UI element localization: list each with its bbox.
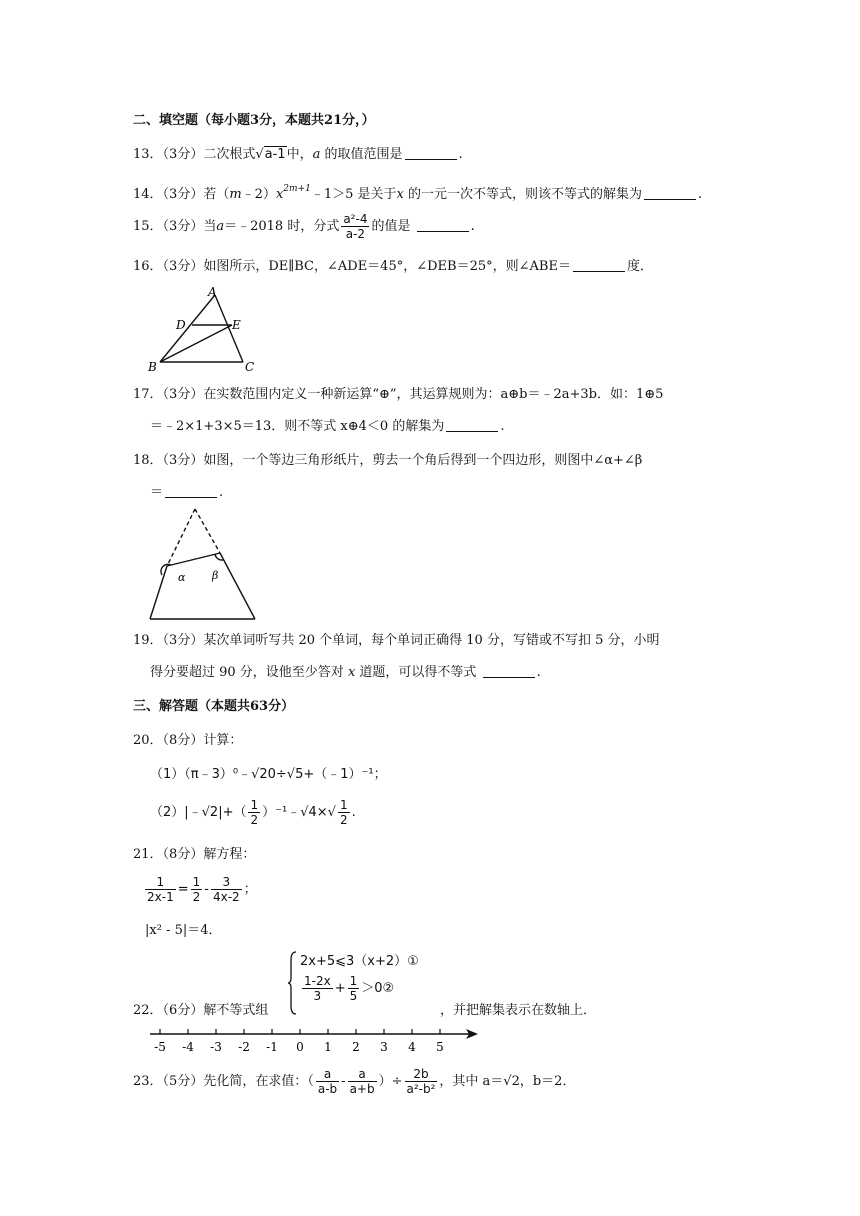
triangle-figure-16 [140, 285, 270, 375]
question-number: 19． [133, 633, 163, 648]
question-text: |x² - 5|＝4． [145, 923, 222, 938]
section-title: 二、填空题（每小题3分，本题共21分，） [133, 113, 375, 128]
answer-blank[interactable] [165, 485, 217, 498]
operator: = [177, 882, 189, 897]
question-text: ＝ [150, 485, 164, 500]
inequality-2 [300, 974, 394, 1003]
variable: m [229, 187, 242, 202]
question-17-line2 [150, 418, 504, 436]
variable: x [396, 187, 404, 202]
numerator: 1 [339, 798, 348, 812]
denominator: a-2 [345, 227, 366, 241]
question-text: 解不等式组 [203, 1003, 269, 1018]
question-score: （6分） [162, 1003, 204, 1018]
denominator: 2 [192, 890, 201, 904]
answer-blank[interactable] [417, 219, 469, 232]
denominator: 5 [349, 989, 358, 1003]
fraction [248, 798, 260, 827]
question-text: 如图，一个等边三角形纸片，剪去一个角后得到一个四边形，则图中∠α+∠β [203, 453, 643, 468]
axis-tick-label: -4 [182, 1040, 194, 1054]
question-text: . [219, 485, 224, 500]
question-score: （3分） [162, 187, 204, 202]
cut-triangle-figure-18 [140, 505, 270, 625]
numerator: a [348, 1067, 377, 1082]
question-number: 18． [133, 453, 163, 468]
question-text: 的一元一次不等式，则该不等式的解集为 [403, 187, 642, 202]
question-13 [133, 146, 463, 164]
axis-tick-label: -1 [266, 1040, 278, 1054]
question-score: （8分） [162, 847, 204, 862]
operator: - [341, 1074, 346, 1089]
number-line [140, 1024, 500, 1058]
question-text: 解方程： [203, 847, 256, 862]
fraction [348, 974, 360, 1003]
question-score: （3分） [162, 147, 204, 162]
question-text: ； [243, 882, 257, 897]
question-text: ）⁻¹﹣√4× [262, 805, 328, 820]
question-23 [133, 1064, 575, 1100]
question-21-part2 [145, 922, 222, 940]
fraction [338, 798, 350, 827]
question-15 [133, 212, 475, 242]
question-text: ，其中 a＝√2，b＝2． [439, 1074, 576, 1089]
question-text: ＝﹣2018 时，分式 [224, 219, 340, 234]
question-number: 13． [133, 147, 163, 162]
variable: a [216, 219, 225, 234]
denominator: 2 [339, 813, 348, 827]
label-d: D [176, 318, 186, 332]
variable: x [347, 665, 356, 680]
question-22-post [440, 1002, 596, 1020]
question-text: . [536, 665, 541, 680]
question-18-line2 [150, 484, 223, 502]
numerator: a [316, 1067, 339, 1082]
denominator: 3 [313, 989, 322, 1003]
question-text: 某次单词听写共 20 个单词，每个单词正确得 10 分，写错或不写扣 5 分，小明 [203, 633, 660, 648]
answer-blank[interactable] [483, 665, 535, 678]
axis-tick-label: 4 [408, 1040, 416, 1054]
edge-ab [160, 295, 215, 362]
question-text: ﹣1＞5 是关于 [310, 187, 397, 202]
fraction [191, 875, 203, 904]
question-text: . [500, 419, 505, 434]
numerator: 1 [145, 875, 176, 890]
question-text: . [698, 187, 703, 202]
question-text: ，并把解集表示在数轴上． [440, 1003, 597, 1018]
question-score: （3分） [162, 387, 204, 402]
radicand: a-1 [264, 147, 286, 162]
question-18 [133, 452, 642, 470]
label-b: B [148, 360, 157, 374]
question-number: 23． [133, 1074, 163, 1089]
question-19-line2 [150, 664, 541, 682]
question-22 [133, 1002, 268, 1020]
section-title: 三、解答题（本题共63分） [133, 699, 295, 714]
question-19 [133, 632, 659, 650]
question-text: 若（ [203, 187, 230, 202]
edge-right [220, 553, 255, 619]
question-score: （8分） [162, 733, 204, 748]
denominator: 2x-1 [147, 890, 174, 904]
numerator: 1 [349, 974, 358, 988]
numerator: 1 [192, 875, 201, 889]
question-score: （3分） [162, 633, 204, 648]
answer-blank[interactable] [446, 419, 498, 432]
question-number: 16． [133, 259, 163, 274]
operator: + [334, 981, 346, 996]
question-score: （3分） [162, 259, 204, 274]
denominator: a+b [349, 1082, 375, 1096]
numerator: 3 [211, 875, 242, 890]
answer-blank[interactable] [405, 147, 457, 160]
question-20-part1 [150, 766, 387, 784]
answer-blank[interactable] [573, 259, 625, 272]
label-e: E [232, 318, 241, 332]
axis-tick-label: 2 [352, 1040, 360, 1054]
question-text: 道题，可以得不等式 [355, 665, 481, 680]
question-score: （5分） [162, 1074, 204, 1089]
question-text: 二次根式 [203, 147, 256, 162]
question-text: ＝﹣2×1+3×5＝13．则不等式 x⊕4＜0 的解集为 [150, 419, 445, 434]
question-20 [133, 732, 242, 750]
question-text: 计算： [203, 733, 243, 748]
question-16 [133, 258, 653, 276]
axis-tick-label: -5 [154, 1040, 166, 1054]
question-20-part2 [150, 796, 356, 830]
question-text: 如图所示，DE∥BC，∠ADE＝45°，∠DEB＝25°，则∠ABE＝ [203, 259, 571, 274]
axis-tick-label: -2 [238, 1040, 250, 1054]
question-21 [133, 846, 255, 864]
question-text: 中， [286, 147, 313, 162]
question-text: 在实数范围内定义一种新运算“⊕”，其运算规则为：a⊕b＝﹣2a+3b．如：1⊕5 [203, 387, 664, 402]
question-21-equation [143, 872, 257, 908]
brace-icon [288, 950, 298, 1016]
question-text: . [470, 219, 475, 234]
question-number: 22． [133, 1003, 163, 1018]
label-c: C [245, 360, 255, 374]
dashed-edge-left [167, 509, 195, 566]
question-number: 21． [133, 847, 163, 862]
dashed-edge-right [195, 509, 220, 553]
question-text: ）÷ [378, 1074, 403, 1089]
question-text: 先化简，在求值：（ [203, 1074, 314, 1089]
fraction [341, 212, 369, 241]
section-heading [133, 112, 375, 130]
fraction [348, 1067, 377, 1096]
beta-label: β [212, 569, 219, 582]
denominator: a²-b² [406, 1082, 436, 1096]
axis-tick-label: 1 [324, 1040, 332, 1054]
answer-blank[interactable] [644, 187, 696, 200]
question-text: （1）（π﹣3）⁰﹣√20÷√5+（﹣1）⁻¹； [150, 767, 387, 782]
segment-be [160, 325, 232, 362]
edge-left [150, 566, 167, 619]
question-14 [133, 180, 702, 204]
question-score: （3分） [162, 219, 204, 234]
cut-line [167, 553, 220, 566]
axis-tick-label: 3 [380, 1040, 388, 1054]
axis-tick-label: 5 [436, 1040, 444, 1054]
section-heading [133, 698, 294, 716]
radical: √a-1 [255, 147, 286, 162]
radical: √ [327, 805, 336, 820]
numerator: a²-4 [343, 212, 368, 226]
fraction [316, 1067, 339, 1096]
question-text: 的值是 [371, 219, 415, 234]
numerator: 2b [405, 1067, 438, 1082]
question-text: 度． [626, 259, 653, 274]
operator: - [204, 882, 209, 897]
axis-tick-label: 0 [296, 1040, 304, 1054]
question-text: ﹣2） [241, 187, 276, 202]
question-text: （2）|﹣√2|+（ [150, 805, 247, 820]
denominator: 4x-2 [212, 890, 240, 904]
question-text: . [351, 805, 356, 820]
variable: x [275, 187, 284, 202]
label-a: A [208, 285, 217, 299]
exponent: 2m+1 [283, 184, 311, 194]
question-text: . [458, 147, 463, 162]
inequality-system [288, 950, 438, 1016]
numerator: 1-2x [304, 974, 331, 988]
question-text: 得分要超过 90 分，设他至少答对 [150, 665, 348, 680]
denominator: 2 [250, 813, 259, 827]
variable: a [312, 147, 321, 162]
question-score: （3分） [162, 453, 204, 468]
question-number: 15． [133, 219, 163, 234]
question-number: 20． [133, 733, 163, 748]
numerator: 1 [250, 798, 259, 812]
fraction [211, 875, 242, 904]
fraction [405, 1067, 438, 1096]
question-text: 的取值范围是 [320, 147, 403, 162]
alpha-label: α [178, 571, 186, 584]
inequality-1: 2x+5⩽3（x+2）① [300, 954, 419, 969]
question-text: 当 [203, 219, 217, 234]
fraction [302, 974, 333, 1003]
denominator: a-b [317, 1082, 338, 1096]
question-number: 17． [133, 387, 163, 402]
fraction [145, 875, 176, 904]
axis-tick-label: -3 [210, 1040, 222, 1054]
question-number: 14． [133, 187, 163, 202]
question-text: ＞0② [361, 981, 395, 996]
question-17 [133, 386, 663, 404]
